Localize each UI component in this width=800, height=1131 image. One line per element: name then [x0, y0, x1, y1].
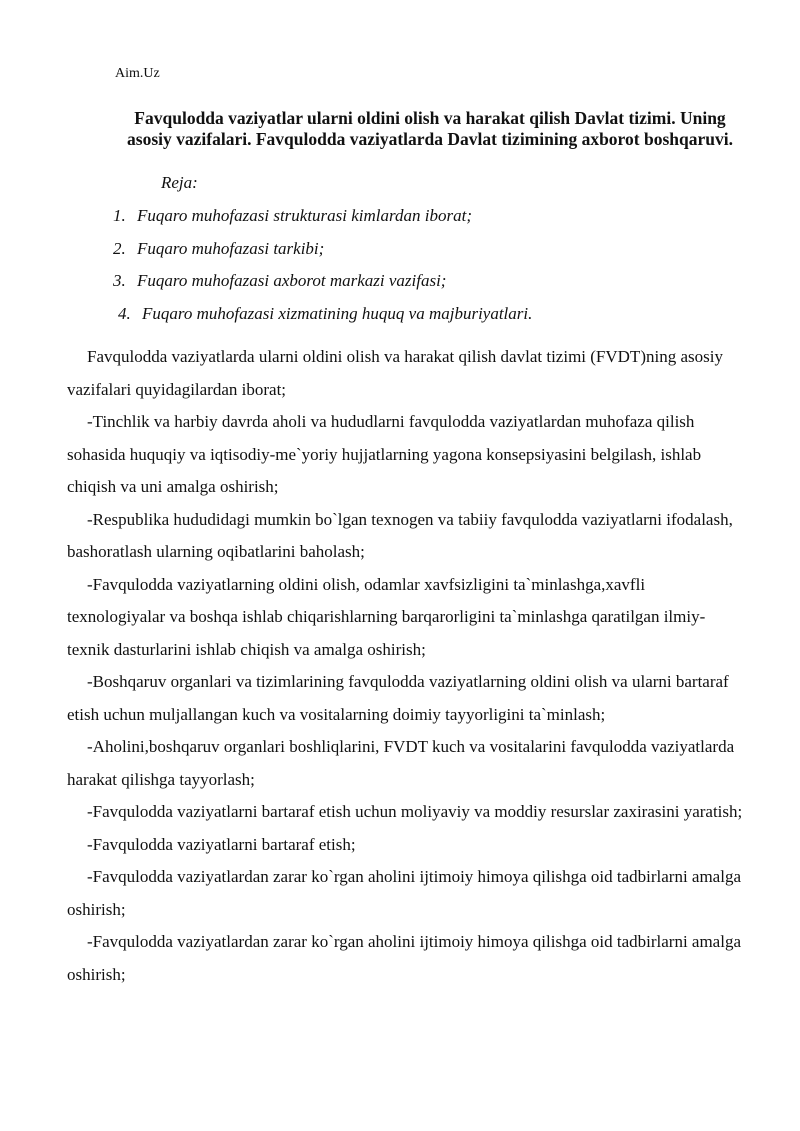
plan-item-number: 3. — [113, 271, 126, 290]
plan-list — [113, 205, 532, 335]
body-text — [67, 341, 747, 991]
task-paragraph: -Favqulodda vaziyatlardan zarar ko`rgan aholini ijtimoiy himoya qilishga oid tadbirlarni amalga oshirish; — [67, 867, 741, 919]
plan-item — [113, 270, 532, 303]
plan-item-number: 2. — [113, 238, 126, 258]
task-paragraph: -Favqulodda vaziyatlarni bartaraf etish; — [87, 834, 356, 854]
plan-item — [113, 238, 532, 271]
task-paragraph: -Aholini,boshqaruv organlari boshliqlarini, FVDT kuch va vositalarini favqulodda vaziyatlarda harakat qilishga tayyorlash; — [67, 737, 735, 789]
plan-item-number: 4. — [118, 303, 131, 323]
task-paragraph: -Respublika hududidagi mumkin bo`lgan texnogen va tabiiy favqulodda vaziyatlarni ifodalash, bashoratlash ularning oqibatlarini baholash; — [67, 509, 733, 561]
document-title: Favqulodda vaziyatlar ularni oldini olish va harakat qilish Davlat tizimi. Uning asosiy vazifalari. Favqulodda vaziyatlarda Davlat tizimining axborot boshqaruvi. — [127, 108, 733, 149]
plan-item-text: Fuqaro muhofazasi tarkibi; — [137, 238, 325, 258]
intro-paragraph: Favqulodda vaziyatlarda ularni oldini olish va harakat qilish davlat tizimi (FVDT)ning asosiy vazifalari quyidagilardan iborat; — [67, 347, 723, 399]
task-paragraph: -Tinchlik va harbiy davrda aholi va hududlarni favqulodda vaziyatlardan muhofaza qilish sohasida huquqiy va iqtisodiy-me`yoriy hujjatlarning yagona konsepsiyasini belgilash, ishlab chiqish va uni amalga oshirish; — [67, 412, 702, 496]
plan-heading: Reja: — [161, 173, 198, 192]
task-paragraph: -Favqulodda vaziyatlarni bartaraf etish uchun moliyaviy va moddiy resurslar zaxirasini yaratish; — [87, 802, 743, 821]
site-label: Aim.Uz — [115, 66, 160, 81]
plan-item-text: Fuqaro muhofazasi strukturasi kimlardan iborat; — [137, 206, 472, 225]
task-paragraph: -Favqulodda vaziyatlardan zarar ko`rgan aholini ijtimoiy himoya qilishga oid tadbirlarni amalga oshirish; — [67, 932, 741, 984]
task-paragraph: -Favqulodda vaziyatlarning oldini olish, odamlar xavfsizligini ta`minlashga,xavfli texnologiyalar va boshqa ishlab chiqarishlarning barqarorligini ta`minlashga qaratilgan ilmiy-texnik dasturlarini ishlab chiqish va amalga oshirish; — [67, 574, 706, 659]
plan-item — [113, 303, 532, 336]
task-paragraph: -Boshqaruv organlari va tizimlarining favqulodda vaziyatlarning oldini olish va ularni bartaraf etish uchun muljallangan kuch va vositalarning doimiy tayyorligini ta`minlash; — [67, 672, 729, 724]
plan-item — [113, 205, 532, 238]
plan-item-number: 1. — [113, 206, 126, 225]
plan-item-text: Fuqaro muhofazasi axborot markazi vazifasi; — [137, 271, 447, 290]
plan-item-text: Fuqaro muhofazasi xizmatining huquq va majburiyatlari. — [142, 303, 533, 323]
